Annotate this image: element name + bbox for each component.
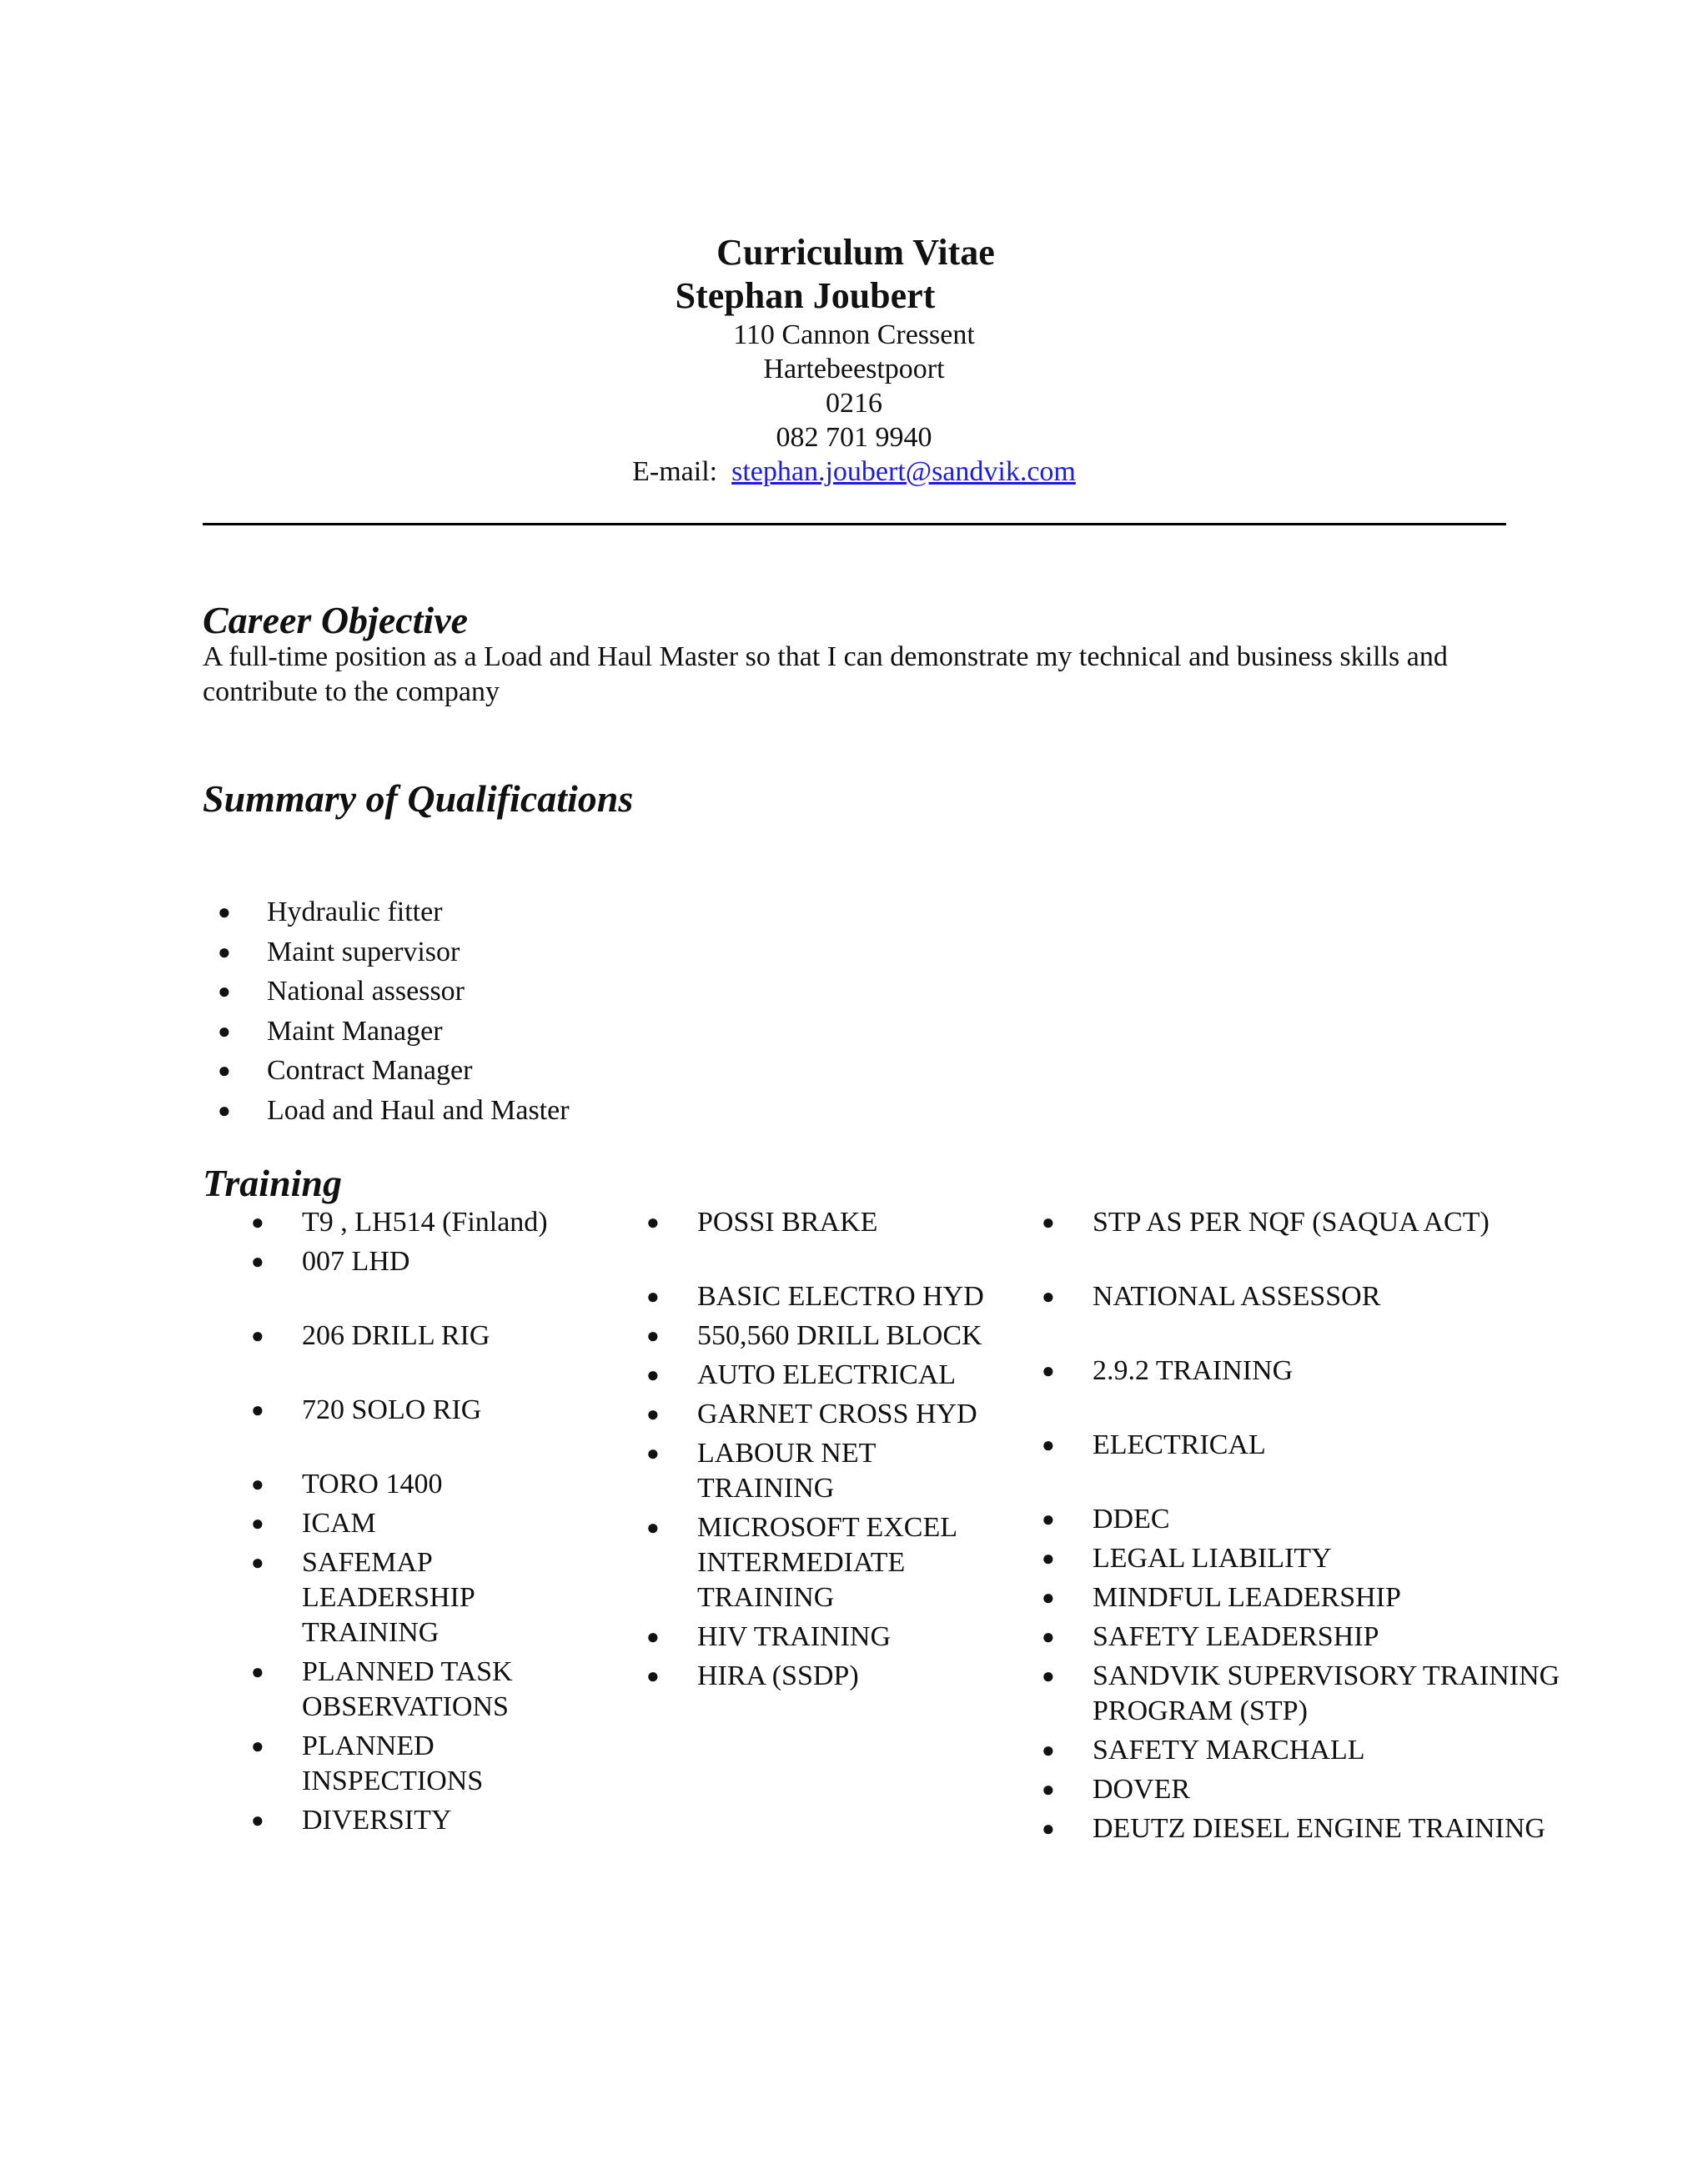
list-item-text: SANDVIK SUPERVISORY TRAINING PROGRAM (STP) (1093, 1660, 1560, 1726)
list-item-text: NATIONAL ASSESSOR (1093, 1281, 1381, 1312)
list-item-text: 206 DRILL RIG (302, 1320, 490, 1351)
list-item-text: Maint supervisor (267, 936, 460, 967)
list-item (646, 1659, 996, 1694)
list-item-text: AUTO ELECTRICAL (697, 1359, 957, 1390)
list-item (1041, 1502, 1641, 1537)
bullet-icon: ● (1042, 1738, 1055, 1762)
list-item-text: GARNET CROSS HYD (697, 1399, 977, 1429)
list-item-text: PLANNED INSPECTIONS (302, 1731, 484, 1796)
list-item-text: HIRA (SSDP) (697, 1660, 859, 1691)
email-line (0, 455, 1708, 489)
list-item-text: BASIC ELECTRO HYD (697, 1281, 984, 1312)
bullet-icon: ● (1042, 1625, 1055, 1649)
list-item (1041, 1279, 1641, 1314)
list-item-text: ELECTRICAL (1093, 1429, 1266, 1460)
bullet-icon: ● (251, 1472, 264, 1496)
list-item (203, 932, 570, 972)
header-divider (203, 523, 1506, 525)
bullet-icon: ● (1042, 1664, 1055, 1688)
list-item (646, 1620, 996, 1655)
address-line-1: 110 Cannon Cressent (733, 319, 975, 350)
bullet-icon: ● (646, 1515, 660, 1540)
bullet-icon: ● (646, 1402, 660, 1426)
candidate-name: Stephan Joubert (675, 275, 936, 316)
address-line-2: Hartebeestpoort (763, 354, 945, 384)
list-item (1041, 1733, 1641, 1768)
list-item-text: MICROSOFT EXCEL INTERMEDIATE TRAINING (697, 1512, 957, 1613)
list-item (250, 1506, 600, 1541)
list-item (1041, 1580, 1641, 1615)
list-item (1041, 1541, 1641, 1576)
phone-number: 082 701 9940 (776, 422, 932, 453)
list-item-text: DIVERSITY (302, 1805, 452, 1836)
list-item (1041, 1428, 1641, 1463)
training-column-3 (1041, 1205, 1641, 1851)
bullet-icon: ● (646, 1284, 660, 1309)
bullet-icon: ● (1042, 1284, 1055, 1309)
cv-header (0, 231, 1708, 489)
bullet-icon: ● (1042, 1210, 1055, 1234)
list-item-text: 550,560 DRILL BLOCK (697, 1320, 982, 1351)
list-item (203, 892, 570, 932)
bullet-icon: ● (646, 1363, 660, 1387)
list-item (250, 1803, 600, 1838)
list-item (250, 1393, 600, 1428)
list-item-text: DOVER (1093, 1774, 1191, 1805)
list-item (250, 1205, 600, 1240)
list-item (203, 1051, 570, 1091)
qualifications-heading: Summary of Qualifications (203, 777, 634, 820)
bullet-icon: ● (646, 1441, 660, 1465)
training-column-2 (646, 1205, 996, 1698)
bullet-icon: ● (251, 1210, 264, 1234)
list-item-text: 2.9.2 TRAINING (1093, 1355, 1294, 1386)
bullet-icon: ● (251, 1511, 264, 1535)
list-item-text: T9 , LH514 (Finland) (302, 1207, 548, 1238)
email-link[interactable]: stephan.joubert@sandvik.com (731, 456, 1076, 487)
list-item (203, 972, 570, 1012)
list-item (646, 1319, 996, 1354)
list-item-text: LABOUR NET TRAINING (697, 1438, 876, 1504)
list-item (646, 1358, 996, 1393)
list-item (1041, 1620, 1641, 1655)
bullet-icon: ● (251, 1734, 264, 1758)
career-objective-heading: Career Objective (203, 599, 469, 641)
email-label: E-mail: (632, 456, 718, 487)
bullet-icon: ● (1042, 1546, 1055, 1570)
bullet-icon: ● (251, 1324, 264, 1348)
list-item-text: 007 LHD (302, 1246, 410, 1277)
career-objective-text: A full-time position as a Load and Haul Master so that I can demonstrate my technical and business skills and contribute to the company (203, 641, 1448, 707)
list-item (646, 1397, 996, 1432)
list-item-text: Load and Haul and Master (267, 1094, 570, 1126)
list-item (250, 1467, 600, 1502)
bullet-icon: ● (218, 1018, 231, 1043)
bullet-icon: ● (1042, 1433, 1055, 1457)
list-item-text: DDEC (1093, 1504, 1170, 1535)
bullet-icon: ● (1042, 1777, 1055, 1801)
list-item-text: Contract Manager (267, 1055, 473, 1086)
training-heading: Training (203, 1162, 343, 1204)
bullet-icon: ● (218, 1098, 231, 1123)
list-item-text: POSSI BRAKE (697, 1207, 878, 1238)
list-item-text: SAFETY MARCHALL (1093, 1735, 1365, 1766)
list-item-text: National assessor (267, 976, 465, 1007)
bullet-icon: ● (251, 1550, 264, 1575)
bullet-icon: ● (646, 1625, 660, 1649)
list-item (646, 1205, 996, 1240)
bullet-icon: ● (218, 939, 231, 964)
bullet-icon: ● (218, 1058, 231, 1083)
list-item (250, 1545, 600, 1650)
bullet-icon: ● (1042, 1816, 1055, 1841)
bullet-icon: ● (1042, 1585, 1055, 1610)
list-item-text: HIV TRAINING (697, 1621, 892, 1652)
document-title: Curriculum Vitae (716, 232, 995, 273)
list-item (203, 1012, 570, 1052)
list-item (250, 1244, 600, 1279)
list-item (646, 1510, 996, 1615)
list-item (646, 1279, 996, 1314)
list-item-text: MINDFUL LEADERSHIP (1093, 1582, 1401, 1613)
bullet-icon: ● (251, 1249, 264, 1273)
list-item (1041, 1205, 1641, 1240)
qualifications-list (203, 892, 570, 1130)
list-item-text: SAFEMAP LEADERSHIP TRAINING (302, 1547, 475, 1648)
list-item (1041, 1659, 1641, 1729)
list-item-text: LEGAL LIABILITY (1093, 1543, 1332, 1574)
list-item (1041, 1354, 1641, 1389)
training-column-1 (250, 1205, 600, 1842)
list-item-text: SAFETY LEADERSHIP (1093, 1621, 1379, 1652)
list-item (646, 1436, 996, 1506)
postal-code: 0216 (826, 388, 882, 419)
bullet-icon: ● (251, 1660, 264, 1684)
list-item (1041, 1772, 1641, 1807)
list-item (250, 1319, 600, 1354)
bullet-icon: ● (251, 1398, 264, 1422)
bullet-icon: ● (218, 979, 231, 1003)
list-item-text: TORO 1400 (302, 1469, 443, 1499)
bullet-icon: ● (646, 1664, 660, 1688)
list-item-text: STP AS PER NQF (SAQUA ACT) (1093, 1207, 1489, 1238)
list-item (203, 1091, 570, 1131)
list-item-text: 720 SOLO RIG (302, 1394, 482, 1425)
list-item-text: Maint Manager (267, 1015, 443, 1047)
list-item (1041, 1811, 1641, 1846)
list-item-text: PLANNED TASK OBSERVATIONS (302, 1656, 513, 1722)
list-item-text: DEUTZ DIESEL ENGINE TRAINING (1093, 1813, 1545, 1844)
bullet-icon: ● (251, 1808, 264, 1832)
list-item-text: ICAM (302, 1508, 376, 1539)
list-item (250, 1655, 600, 1725)
bullet-icon: ● (1042, 1359, 1055, 1383)
bullet-icon: ● (646, 1324, 660, 1348)
list-item-text: Hydraulic fitter (267, 897, 443, 927)
bullet-icon: ● (646, 1210, 660, 1234)
bullet-icon: ● (218, 900, 231, 924)
bullet-icon: ● (1042, 1507, 1055, 1531)
list-item (250, 1729, 600, 1799)
